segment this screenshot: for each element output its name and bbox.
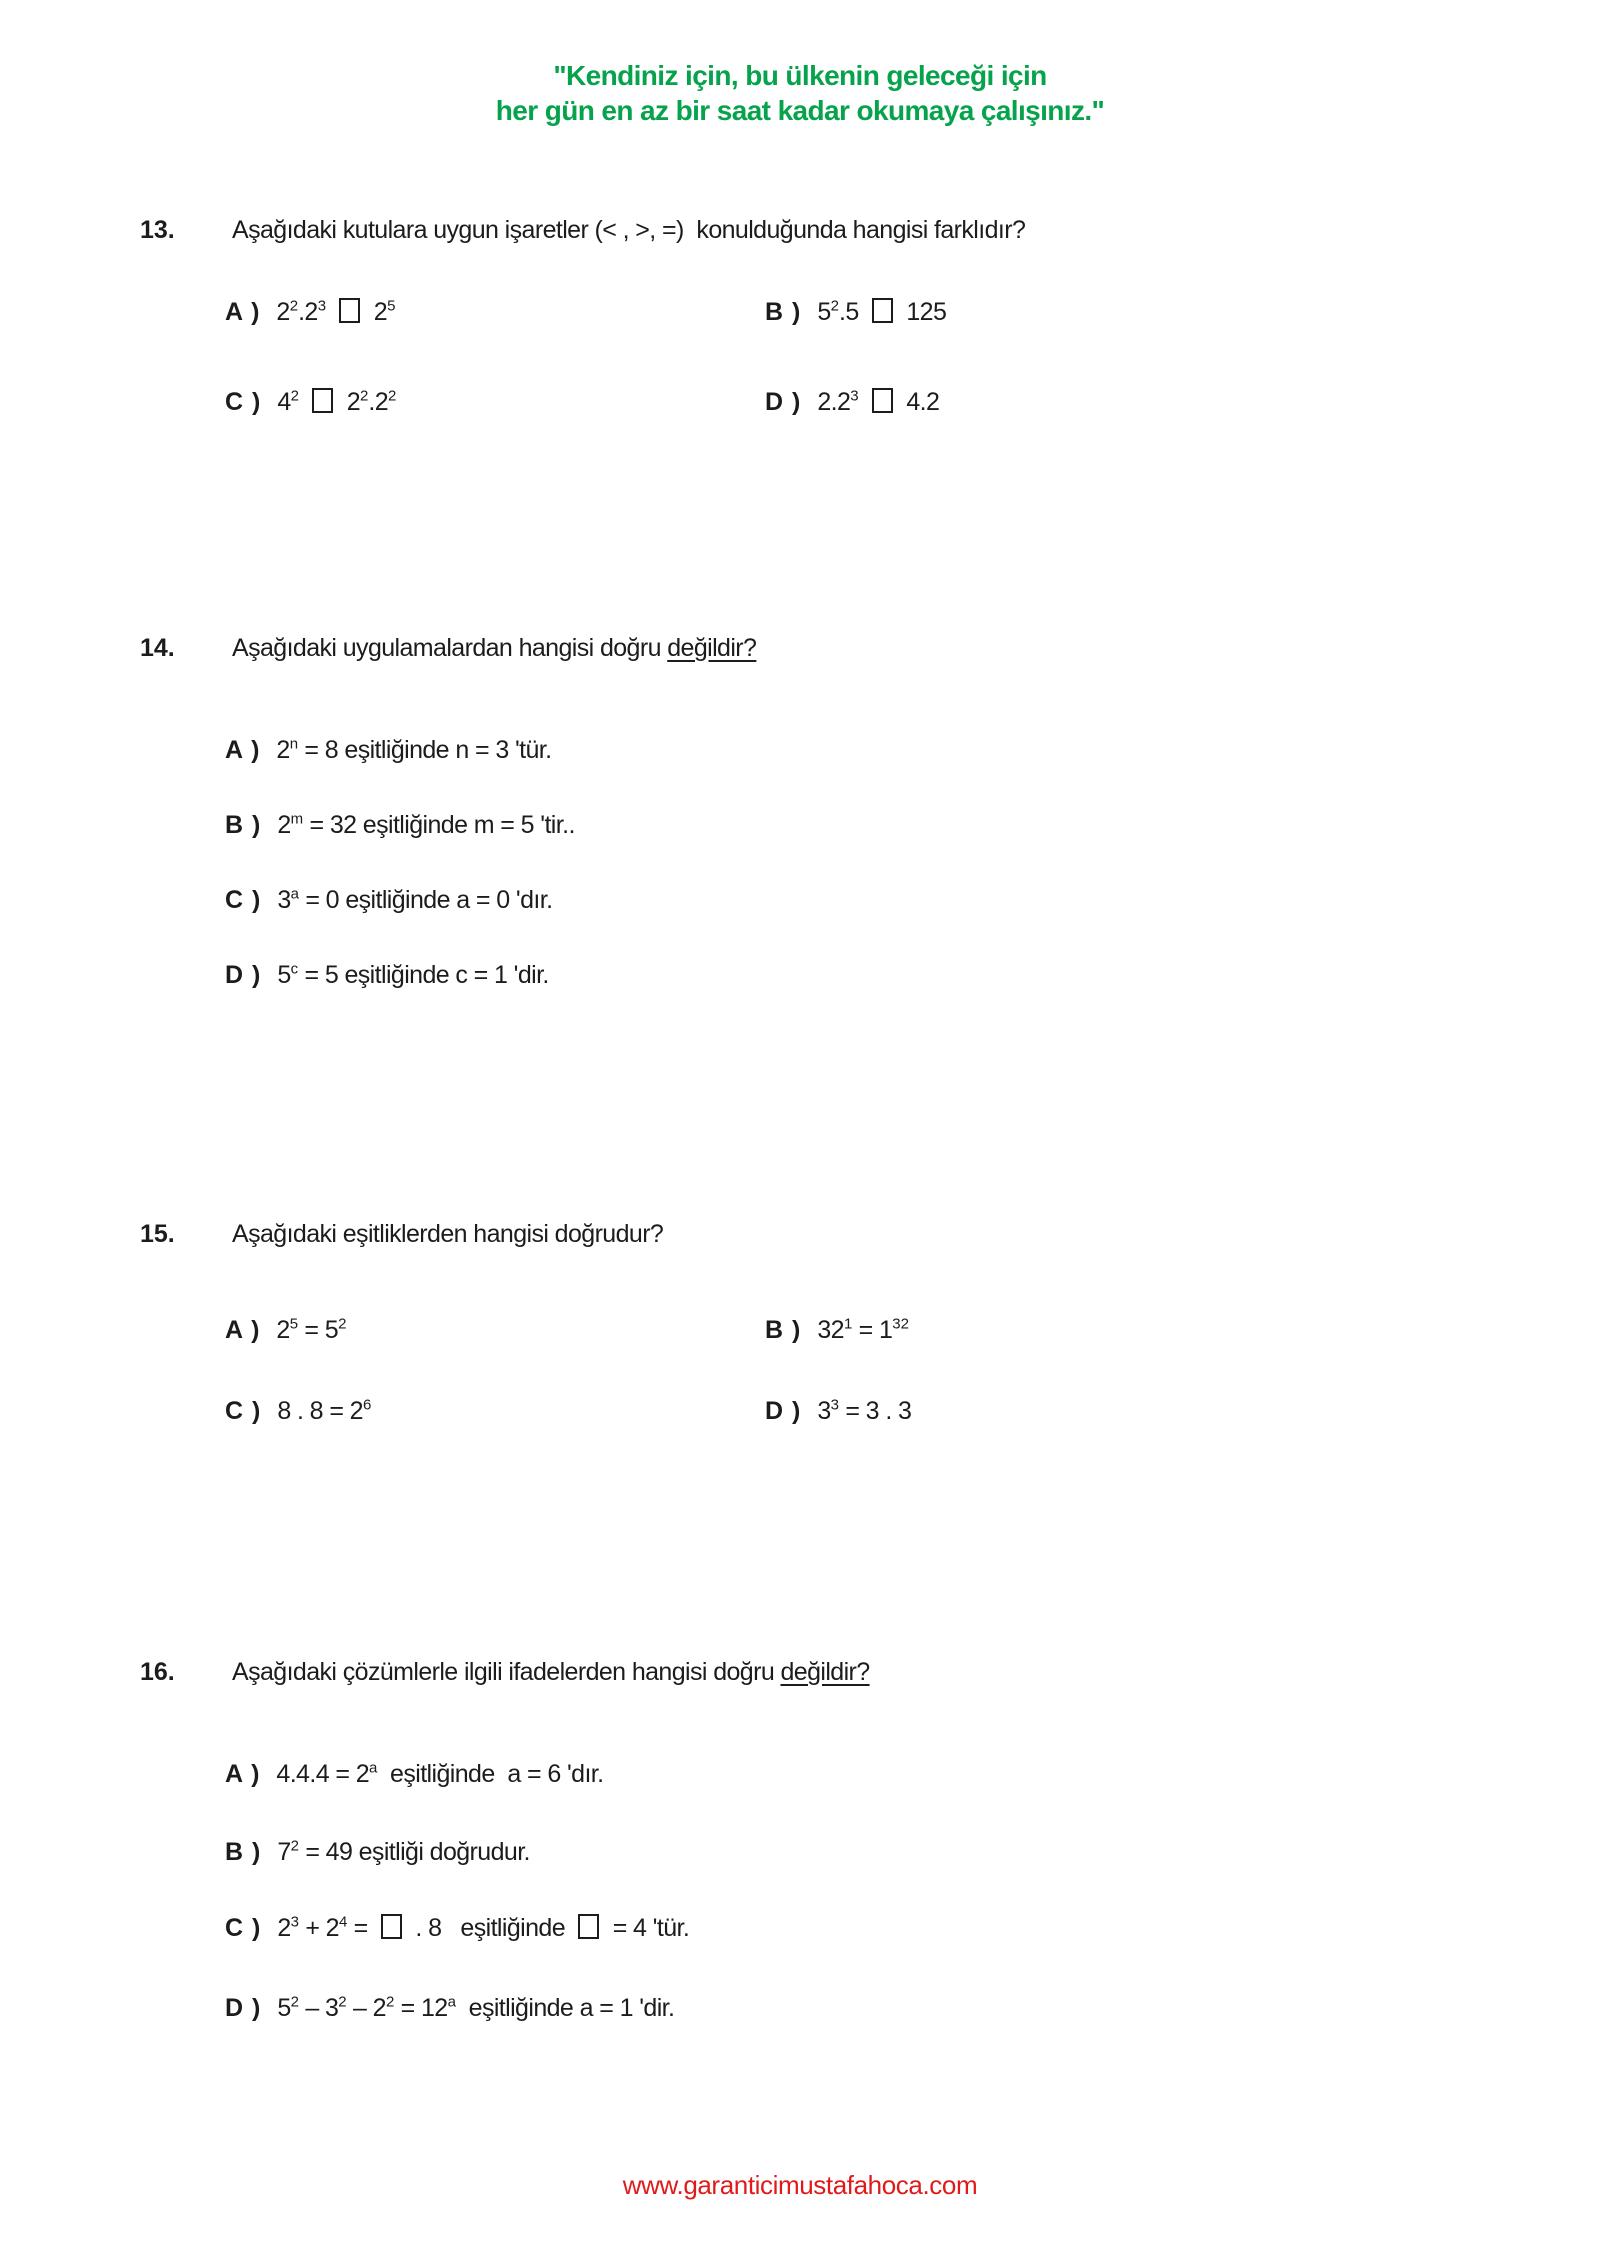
option-label: D ) [765, 388, 802, 416]
option-label: D ) [225, 1994, 262, 2022]
option-label: C ) [225, 886, 262, 914]
question-14-option-a [225, 736, 552, 765]
question-16-option-c [225, 1914, 689, 1943]
option-expression: $4.4.4 = 2^a$ eşitliğinde a = 6 'dır. [276, 1759, 604, 1788]
option-expression: $7^2 = 49$ eşitliği doğrudur. [277, 1837, 530, 1866]
header-quote-line-2: her gün en az bir saat kadar okumaya çalışınız." [495, 95, 1105, 126]
option-expression: $5^2 - 3^2 - 2^2 = 12^a$ eşitliğinde a = 1 'dir. [277, 1993, 675, 2022]
question-16-option-d [225, 1994, 674, 2023]
option-expression: $4^2$ $2^2.2^2$ [277, 387, 397, 416]
option-label: B ) [225, 811, 262, 839]
question-14-text-underline: değildir? [667, 634, 757, 662]
option-expression: $32^1 = 1^{32}$ [817, 1315, 909, 1344]
question-13-option-d [765, 388, 939, 417]
question-13-option-b [765, 298, 946, 327]
header-quote-line-1: "Kendiniz için, bu ülkenin geleceği için [553, 60, 1047, 91]
question-15-option-c [225, 1397, 371, 1426]
question-16-text [232, 1658, 870, 1687]
question-16-option-b [225, 1838, 530, 1867]
question-13-text [232, 216, 1025, 245]
empty-box-icon [578, 1914, 599, 1939]
option-expression: $2^m = 32$ eşitliğinde m = 5 'tir.. [277, 810, 575, 839]
question-16-number: 16. [140, 1658, 175, 1686]
question-16-option-a [225, 1760, 603, 1789]
question-14-option-b [225, 811, 575, 840]
question-13-option-c [225, 388, 396, 417]
question-14-number: 14. [140, 634, 175, 662]
option-label: B ) [765, 298, 802, 326]
question-14-text-main: Aşağıdaki uygulamalardan hangisi doğru [232, 634, 668, 662]
option-expression: $2.2^3$ 4.2 [817, 387, 940, 416]
option-expression: $3^a = 0$ eşitliğinde a = 0 'dır. [277, 885, 553, 914]
header-quote [0, 58, 1600, 128]
empty-box-icon [312, 388, 333, 413]
option-label: D ) [765, 1397, 802, 1425]
question-14-text [232, 634, 756, 663]
empty-box-icon [381, 1914, 402, 1939]
option-label: C ) [225, 388, 262, 416]
question-15-text-main: Aşağıdaki eşitliklerden hangisi doğrudur? [232, 1220, 664, 1248]
option-expression: $2^2.2^3$ $2^5$ [276, 297, 396, 326]
option-label: A ) [225, 1760, 261, 1788]
option-expression: $5^c = 5$ eşitliğinde c = 1 'dir. [277, 960, 549, 989]
question-15-text [232, 1220, 663, 1249]
question-15-option-b [765, 1316, 909, 1345]
question-16-text-main: Aşağıdaki çözümlerle ilgili ifadelerden hangisi doğru [232, 1658, 781, 1686]
question-13-text-main: Aşağıdaki kutulara uygun işaretler (< , >, =) konulduğunda hangisi farklıdır? [232, 216, 1026, 244]
question-15-number: 15. [140, 1220, 175, 1248]
option-label: A ) [225, 736, 261, 764]
question-14-option-c [225, 886, 552, 915]
option-label: B ) [225, 1838, 262, 1866]
question-16-text-underline: değildir? [780, 1658, 870, 1686]
option-expression: $2^5 = 5^2$ [276, 1315, 347, 1344]
option-label: B ) [765, 1316, 802, 1344]
question-14-option-d [225, 961, 549, 990]
option-label: D ) [225, 961, 262, 989]
option-expression: $2^n = 8$ eşitliğinde n = 3 'tür. [276, 735, 552, 764]
option-expression: $3^3 = 3$ . 3 [817, 1396, 912, 1425]
option-label: A ) [225, 1316, 261, 1344]
footer-url: www.garanticimustafahoca.com [622, 2170, 978, 2200]
option-label: A ) [225, 298, 261, 326]
question-13-option-a [225, 298, 395, 327]
option-label: C ) [225, 1914, 262, 1942]
question-15-option-d [765, 1397, 911, 1426]
option-label: C ) [225, 1397, 262, 1425]
empty-box-icon [872, 388, 893, 413]
question-13-number: 13. [140, 216, 175, 244]
option-expression: $2^3 + 2^4$ = . 8 eşitliğinde = 4 'tür. [277, 1913, 690, 1942]
option-expression: $5^2.5$ 125 [817, 297, 947, 326]
question-15-option-a [225, 1316, 346, 1345]
option-expression: 8 . $8 = 2^6$ [277, 1396, 372, 1425]
empty-box-icon [339, 298, 360, 323]
empty-box-icon [872, 298, 893, 323]
